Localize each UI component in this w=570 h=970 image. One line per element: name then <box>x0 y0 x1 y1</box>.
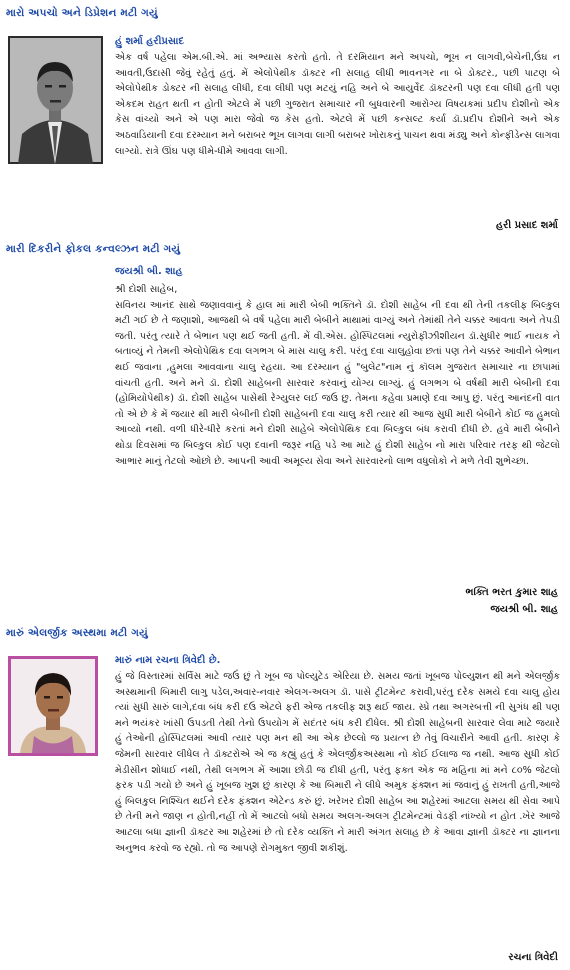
section2-signature-1: ભક્તિ ભરત કુમાર શાહ <box>465 587 558 598</box>
section3-author: મારું નામ રચના ત્રિવેદી છે. <box>115 655 221 666</box>
section1-body <box>115 50 560 159</box>
section3-photo <box>8 656 98 756</box>
portrait-woman-image <box>8 656 98 756</box>
portrait-man-image <box>8 36 103 164</box>
section2-salutation: શ્રી દોશી સાહેબ, <box>115 284 178 295</box>
section2-heading: મારી દિકરીને ફોકલ કન્વલ્ઝન મટી ગયું <box>6 243 181 255</box>
section1-photo <box>8 36 103 164</box>
section2-signature-2: જયશ્રી બી. શાહ <box>490 604 558 615</box>
section3-body-text: હું જે વિસ્તારમાં સર્વિસ માટે જઉં છું તે ખૂબ જ પોલ્યુટેડ એરિયા છે. સમય જતાં ખૂબજ પોલ્યુશન થી મને એલર્જીક અસ્થમાની બિમારી લાગુ પડેલ,અવાર-નવાર એલગ-અલગ ડૉ. પાસે ટ્રીટમેન્ટ કરાવી,પરંતુ દરેક સમયે દવા ચાલુ હોય ત્યાં સુધી સારું લાગે,દવા બંધ કરી દઉ એટલે ફરી એજ તકલીફ શરૂ થઈ જાય. સ્પ્રે તથા અગરબત્તી ની સુગંધ થી પણ મને ભયંકર ખાંસી ઉપડતી તેથી તેનો ઉપયોગ મેં સદંતર બંધ કરી દીધેલ. શ્રી દોશી સાહેબની સારવાર લેવા માટે જયારે હું તેઓની હોસ્પિટલમાં આવી ત્યાર પણ મન થી આ એક છેલ્લો જ પ્રયત્ન છે તેવું વિચારીને આવી હતી. કારણ કે જેમની સારવાર લીધેલ તે ડૉક્ટરોએ એ જ કહ્યું હતું કે એલર્જીકઅસ્થમા નો કોઈ ઈલાજ જ નથી. આજ સુધી કોઈ મેડીસીન શોધાઈ નથી, તેથી લગભગ મેં આશા છોડી જ દીધી હતી, પરંતુ ફક્ત એક જ મહિના માં મને ૮૦% જેટલો ફરક પડી ગયો છે અને હું ખૂબજ ખુશ છું કારણ કે આ બિમારી ને લીધે અમુક ફંક્શન માં જવાનું હું રાખતી હતી,આજે હું બિલકુલ નિશ્ચિત થઈને દરેક ફંક્શન એટેન્ડ કરું છું. ખરેખર દોશી સાહેબ આ શહેરમાં આટલા સમય થી સેવા આપે છે તેની મને જાણ ન હોતી,નહીં તો મેં આટલો બધો સમય અલગ-અલગ ટ્રીટમેન્ટમાં વેડફી નાંખ્યો ન હોત .ખેર આજે આટલા બધા જ્ઞાની ડૉક્ટર આ શહેરમાં છે તો દરેક વ્યક્તિ ને મારી અંગત સલાહ છે કે આવા જ્ઞાની ડૉક્ટર ના જ્ઞાનના અનુભવ કરવો જ રહ્યો. તો જ આપણે રોગમુક્ત જીવી શકીશું. <box>115 671 560 854</box>
section1-heading: મારો અપચો અને ડિપ્રેશન મટી ગયું <box>6 7 158 19</box>
section1-signature: હરી પ્રસાદ શર્મા <box>496 220 558 231</box>
section2-body <box>115 282 560 469</box>
section1-author: હું શર્મા હરીપ્રસાદ <box>115 36 185 47</box>
section3-body <box>115 669 560 856</box>
section3-signature: રચના ત્રિવેદી <box>508 952 558 963</box>
section2-body-text: સવિનય આનંદ સાથે જણાવવાનું કે હાલ માં મારી બેબી ભક્તિને ડૉ. દોશી સાહેબ ની દવા થી તેની તકલીફ બિલ્કુલ મટી ગઈ છે તે જણાશો, આજથી બે વર્ષ પહેલા મારી બેબીને માથામાં વાગ્યું અને તેમાંથી તેને ચક્કર આવતા અને તેપડી જતી. પરંતુ ત્યારે તે બેભાન પણ થઈ જતી હતી. મેં વી.એસ. હોસ્પિટલમાં ન્યુરોફીઝીશીયન ડૉ.સુધીર ભાઈ નાયક ને બતાવ્યું ને તેમની એલોપેથિક દવા લગભગ બે માસ ચાલુ કરી. પરંતુ દવા ચાલુહોવા છતાં પણ તેને ચક્કર આવીને બેભાન થઈ જવાના ,હુમલા આવવાના ચાલુ રહયા. આ દરમ્યાન હું "બુલેટ"નામ નું કૉલમ ગુજરાત સમાચાર ના છાપામાં વાંચતી હતી. અને મને ડૉ. દોશી સાહેબની સારવાર કરવાનું યોગ્ય લાગ્યું. હું લગભગ બે વર્ષથી મારી બેબીની દવા (હોમિયોપેથીક) ડૉ. દોશી સાહેબ પાસેથી રેગ્યુલર લઈ જઉ છુ. તેમના કહેવા પ્રમાણે દવા આપુ છું. પરંતુ આનંદની વાત તો એ છે કે મેં જયાર થી મારી બેબીની દોશી સાહેબની દવા ચાલુ કરી ત્યાર થી આજ સુધી મારી બેબીને કોઈ જ હુમલો આવ્યો નથી. વળી ધીરે-ધીરે કરતાં મને દોશી સાહેબે એલોપેથિક દવા બિલ્કુલ બંધ કરાવી દીધી છે. હવે મારી બેબીને થોડા દિવસમાં જ બિલ્કુલ કોઈ પણ દવાની જરૂર નહિ પડે આ માટે હું દોશી સાહેબ નો મારા પરિવાર તરફ થી જેટલો આભાર માનું તેટલો ઓછો છે. આપની આવી અમૂલ્ય સેવા અને સારવારનો લાભ વધુલોકો ને મળે તેવી શુભેચ્છા. <box>115 299 560 467</box>
section2-author: જયશ્રી બી. શાહ <box>115 266 183 277</box>
section3-heading: મારું એલર્જીક અસ્થમા મટી ગયું <box>6 627 148 639</box>
section1-body-text: એક વર્ષ પહેલા એમ.બી.એ. માં અભ્યાસ કરતો હતો. તે દરમિયાન મને અપચો, ભૂખ ન લાગવી,બેચેની,ઉંઘ ન આવતી,ઉદાસી જેવું રહેતું હતું. મેં એલોપેથીક ડૉક્ટર ની સલાહ લીધી ભાવનગર ના બે ડોક્ટર., પછી પાટણ બે એલોપેથીક ડોક્ટર ની સલાહ લીધી, દવા લીધી પણ મટયું નહિ અને બે આયુર્વેદ ડૉક્ટરની પણ દવા લીધી હતી પણ એકદમ રાહત થતી ન હોતી એટલે મેં પછી ગુજરાત સમાચાર ની બુધવારની આરોગ્ય વિષયકમાં પ્રદીપ દોશીનો એક કેસ વાંચ્યો અને એ પણ મારા જેવો જ કેસ હતો. એટલે મેં પછી કન્સલ્ટ કર્યા ડૉ.પ્રદીપ દોશીને અને એક અઠવાડિયાની દવા દરમ્યાન મને બરાબર ભૂખ લાગવા લાગી બરાબર ખોરાકનું પાચન થવા મંડ્યુ અને કોન્ફીડેન્સ લાગવા લાગ્યો. રાત્રે ઊંઘ પણ ધીમે-ધીમે આવવા લાગી. <box>115 52 560 157</box>
